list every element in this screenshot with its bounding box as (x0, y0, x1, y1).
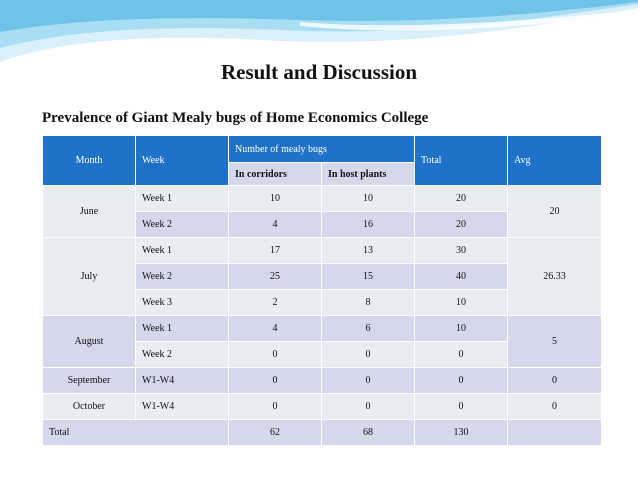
host-plants-cell: 13 (322, 238, 415, 264)
week-cell: W1-W4 (136, 394, 229, 420)
total-cell: 0 (415, 342, 508, 368)
avg-cell: 0 (508, 368, 602, 394)
week-cell: Week 3 (136, 290, 229, 316)
avg-cell: 26.33 (508, 238, 602, 316)
header-avg: Avg (508, 136, 602, 186)
total-cell: 20 (415, 186, 508, 212)
avg-cell: 5 (508, 316, 602, 368)
month-cell: June (43, 186, 136, 238)
header-month: Month (43, 136, 136, 186)
corridors-cell: 0 (229, 368, 322, 394)
corridors-cell: 10 (229, 186, 322, 212)
totals-avg (508, 420, 602, 446)
week-cell: Week 2 (136, 264, 229, 290)
month-cell: October (43, 394, 136, 420)
avg-cell: 0 (508, 394, 602, 420)
week-cell: Week 1 (136, 238, 229, 264)
host-plants-cell: 0 (322, 368, 415, 394)
corridors-cell: 0 (229, 394, 322, 420)
host-plants-cell: 16 (322, 212, 415, 238)
total-cell: 20 (415, 212, 508, 238)
corridors-cell: 0 (229, 342, 322, 368)
host-plants-cell: 6 (322, 316, 415, 342)
total-cell: 40 (415, 264, 508, 290)
week-cell: Week 1 (136, 316, 229, 342)
totals-host-plants: 68 (322, 420, 415, 446)
totals-corridors: 62 (229, 420, 322, 446)
avg-cell: 20 (508, 186, 602, 238)
table-row (43, 368, 602, 394)
week-cell: Week 2 (136, 212, 229, 238)
host-plants-cell: 0 (322, 394, 415, 420)
header-in-host-plants: In host plants (322, 163, 415, 186)
header-total: Total (415, 136, 508, 186)
corridors-cell: 25 (229, 264, 322, 290)
total-cell: 10 (415, 290, 508, 316)
corridors-cell: 4 (229, 316, 322, 342)
week-cell: Week 1 (136, 186, 229, 212)
table-row (43, 186, 602, 212)
host-plants-cell: 10 (322, 186, 415, 212)
slide-title: Result and Discussion (220, 60, 418, 84)
table-row (43, 394, 602, 420)
table-row (43, 316, 602, 342)
total-cell: 0 (415, 368, 508, 394)
month-cell: July (43, 238, 136, 316)
host-plants-cell: 15 (322, 264, 415, 290)
total-cell: 0 (415, 394, 508, 420)
totals-total: 130 (415, 420, 508, 446)
week-cell: Week 2 (136, 342, 229, 368)
host-plants-cell: 8 (322, 290, 415, 316)
corridors-cell: 2 (229, 290, 322, 316)
totals-label: Total (43, 420, 229, 446)
corridors-cell: 4 (229, 212, 322, 238)
week-cell: W1-W4 (136, 368, 229, 394)
table-row (43, 238, 602, 264)
corridors-cell: 17 (229, 238, 322, 264)
prevalence-table (42, 135, 602, 446)
header-in-corridors: In corridors (229, 163, 322, 186)
totals-row (43, 420, 602, 446)
slide-subtitle: Prevalence of Giant Mealy bugs of Home Economics College (42, 110, 429, 126)
host-plants-cell: 0 (322, 342, 415, 368)
month-cell: September (43, 368, 136, 394)
header-week: Week (136, 136, 229, 186)
header-number-of-mealy-bugs: Number of mealy bugs (229, 136, 415, 163)
total-cell: 30 (415, 238, 508, 264)
total-cell: 10 (415, 316, 508, 342)
month-cell: August (43, 316, 136, 368)
